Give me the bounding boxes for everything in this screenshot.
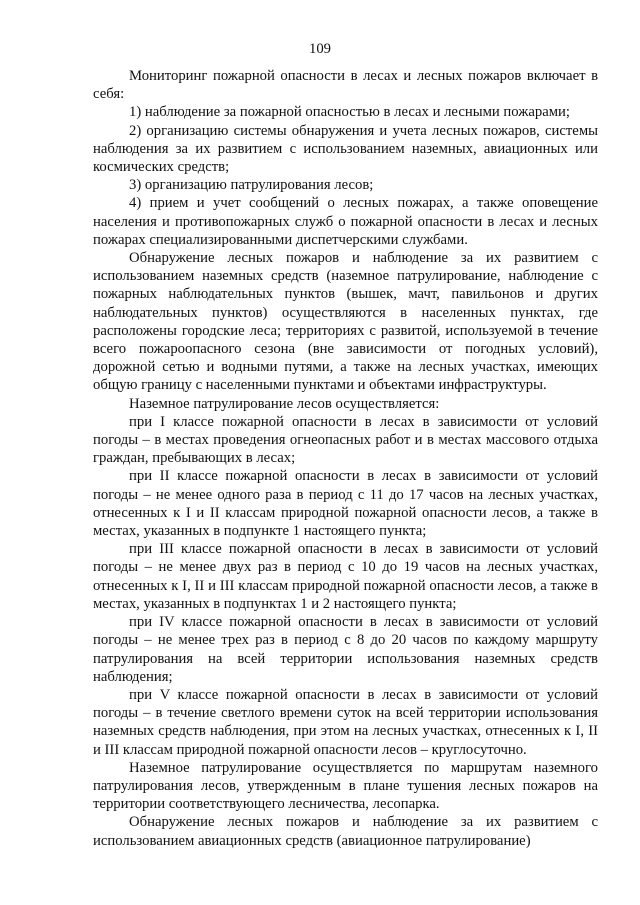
page-number: 109 xyxy=(308,41,332,57)
paragraph: Наземное патрулирование осуществляется по маршрутам наземного патрулирования лесов, утвержденным в плане тушения лесных пожаров на территории соответствующего лесничества, лесопарка. xyxy=(93,759,598,813)
paragraph: при II классе пожарной опасности в лесах в зависимости от условий погоды – не менее одного раза в период с 11 до 17 часов на лесных участках, отнесенных к I и II классам природной пожарной опасности лесов, а также в местах, указанных в подпункте 1 настоящего пункта; xyxy=(93,468,598,540)
paragraph: Обнаружение лесных пожаров и наблюдение за их развитием с использованием авиационных средств (авиационное патрулирование) xyxy=(93,814,598,849)
list-item: 3) организацию патрулирования лесов; xyxy=(129,177,374,194)
paragraph: при I классе пожарной опасности в лесах в зависимости от условий погоды – в местах проведения огнеопасных работ и в местах массового отдыха граждан, пребывающих в лесах; xyxy=(93,413,598,467)
list-item: 2) организацию системы обнаружения и учета лесных пожаров, системы наблюдения за их развитием с использованием наземных, авиационных или космических средств; xyxy=(93,122,598,176)
paragraph: Наземное патрулирование лесов осуществляется: xyxy=(129,395,440,412)
list-item: 1) наблюдение за пожарной опасностью в лесах и лесными пожарами; xyxy=(129,104,570,121)
list-item: 4) прием и учет сообщений о лесных пожарах, а также оповещение населения и противопожарных служб о пожарной опасности в лесах и лесных пожарах специализированными диспетчерскими службами. xyxy=(93,195,598,248)
paragraph: при V классе пожарной опасности в лесах в зависимости от условий погоды – в течение светлого времени суток на всей территории использования наземных средств наблюдения, при этом на лесных участках, отнесенных к I, II и III классам природной пожарной опасности лесов – круглосуточно. xyxy=(93,686,598,758)
body-text xyxy=(93,67,598,850)
paragraph: при III классе пожарной опасности в лесах в зависимости от условий погоды – не менее двух раз в период с 10 до 19 часов на лесных участках, отнесенных к I, II и III классам природной пожарной опасности лесов, а также в местах, указанных в подпунктах 1 и 2 настоящего пункта; xyxy=(93,541,598,612)
paragraph: Мониторинг пожарной опасности в лесах и лесных пожаров включает в себя: xyxy=(93,68,598,103)
paragraph: Обнаружение лесных пожаров и наблюдение за их развитием с использованием наземных средств (наземное патрулирование, наблюдение с пожарных наблюдательных пунктов (вышек, мачт, павильонов и других наблюдательных пунктов) осуществляются в населенных пунктах, где расположены городские леса; территориях с развитой, используемой в течение всего пожароопасного сезона (вне зависимости от погодных условий), дорожной сетью и водными путями, а также на лесных участках, имеющих общую границу с населенными пунктами и объектами инфраструктуры. xyxy=(93,250,598,394)
paragraph: при IV классе пожарной опасности в лесах в зависимости от условий погоды – не менее трех раз в период с 8 до 20 часов по каждому маршруту патрулирования на всей территории использования наземных средств наблюдения; xyxy=(93,614,598,685)
